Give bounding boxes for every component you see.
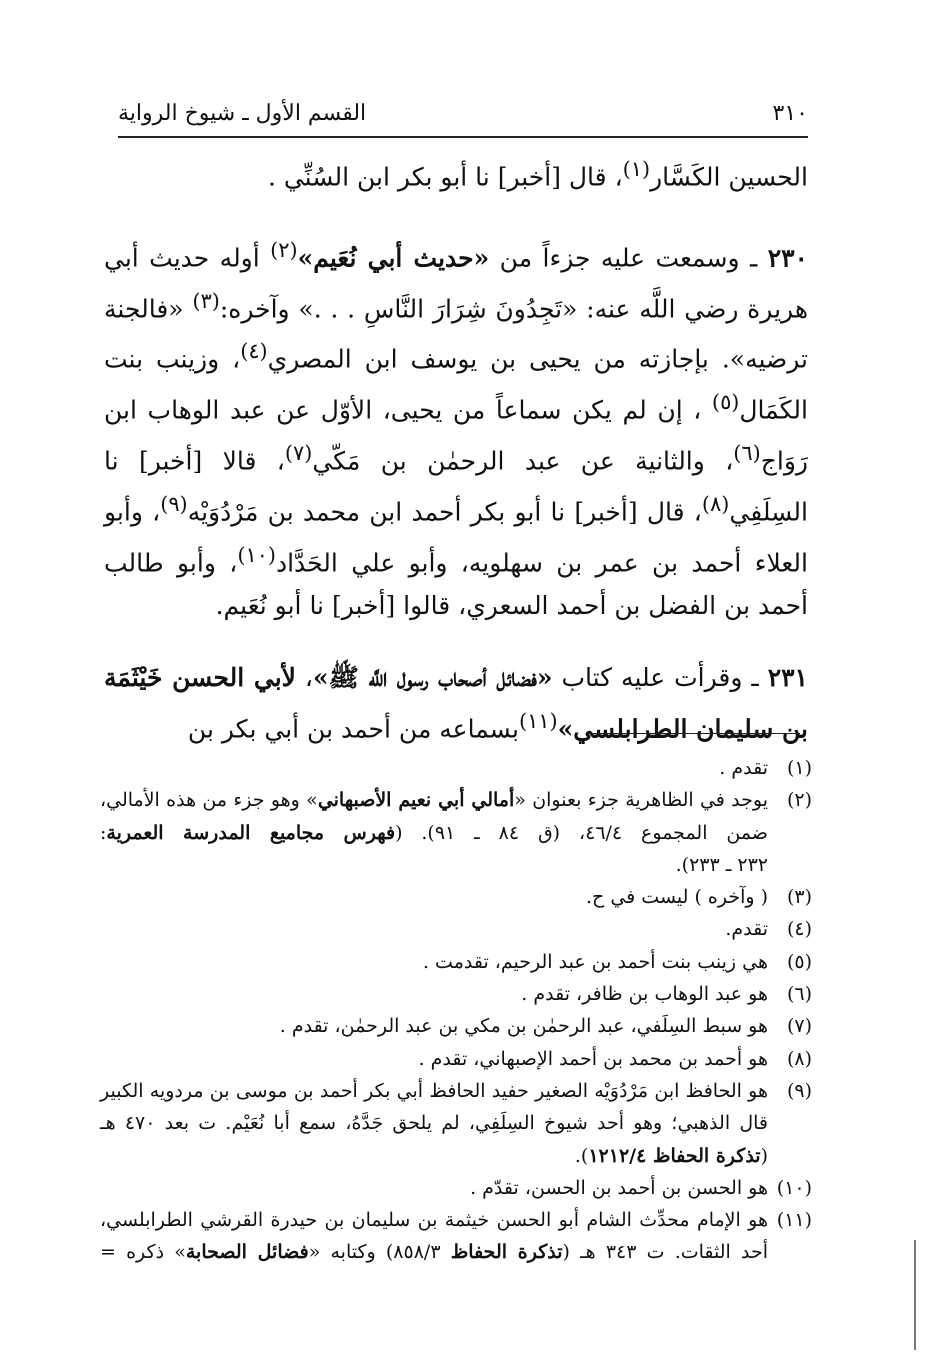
text-run: هو أحمد بن محمد بن أحمد الإصبهاني، تقدم . — [418, 1047, 768, 1070]
footnote-ref: (١) — [622, 157, 651, 181]
footnote-text — [100, 752, 768, 784]
text-run: أحد الثقات. ت ٣٤٣ هـ ( — [562, 1241, 768, 1264]
text-run: ضمن المجموع ٤٦/٤، (ق ٨٤ ـ ٩١). ( — [395, 821, 768, 844]
footnote-ref: (٨) — [701, 491, 730, 516]
footnote-ref: (٩) — [160, 491, 188, 516]
footnote-ref: (٧) — [284, 441, 313, 466]
footnote-item — [100, 978, 812, 1010]
footnote-number: (٦) — [786, 983, 812, 1006]
text-run: ٢٣٢ ـ ٢٣٣). — [675, 853, 768, 876]
section-title: القسم الأول ـ شيوخ الرواية — [118, 101, 367, 126]
text-run: هو عبد الوهاب بن ظافر، تقدم . — [521, 983, 768, 1006]
footnote-text — [100, 1204, 768, 1269]
footnote-item — [100, 1172, 812, 1204]
footnote-line — [100, 817, 768, 849]
footnote-ref: (٢) — [270, 237, 298, 262]
footnote-line — [100, 1172, 768, 1204]
entry-number: ٢٣٠ — [767, 243, 808, 273]
footnote-line — [100, 1043, 768, 1075]
running-header — [118, 86, 808, 126]
footnote-item — [100, 1010, 812, 1042]
footnote-line — [100, 1236, 768, 1268]
work-title: «فضائل أصحاب رسول اللَّه ﷺ» — [312, 663, 553, 693]
footnote-line — [100, 1140, 768, 1172]
paragraph-continuation — [104, 148, 808, 199]
footnote-item — [100, 1075, 812, 1172]
text-run: ، قال [أخبر] نا أبو بكر أحمد ابن محمد بن مَرْدُوَيْه — [187, 497, 702, 527]
footnote-ref: (١٠) — [237, 542, 276, 567]
footnote-line — [100, 1204, 768, 1236]
text-run: ٨٥٨/٣) وكتابه « — [308, 1241, 451, 1264]
reference-title: أمالي أبي نعيم الأصبهاني — [317, 789, 515, 812]
text-run: هو الحافظ ابن مَرْدُوَيْه الصغير حفيد الحافظ أبي بكر أحمد بن موسى بن مردويه الكبير — [100, 1079, 768, 1102]
paragraph-231 — [104, 657, 808, 750]
footnote-item — [100, 946, 812, 978]
footnote-text — [100, 946, 768, 978]
footnote-text — [100, 1075, 768, 1172]
text-run: بسماعه من أحمد بن أبي بكر بن — [187, 713, 519, 743]
footnote-line — [100, 946, 768, 978]
footnote-item — [100, 881, 812, 913]
footnote-number: (٥) — [786, 950, 812, 973]
footnote-number: (٨) — [786, 1047, 812, 1070]
text-run: ، وأبو طالب أحمد بن الفضل بن أحمد السعري، قالوا [أخبر] نا أبو نُعَيم. — [104, 548, 808, 620]
footnote-text — [100, 978, 768, 1010]
text-run: يوجد في الظاهرية جزء بعنوان « — [514, 789, 769, 812]
footnote-separator — [590, 733, 800, 734]
footnote-text — [100, 1043, 768, 1075]
text-run: قال الذهبي؛ وهو أحد شيوخ السِلَفِي، لم يلحق جَدَّهُ، سمع أبا نُعَيْم. ت بعد ٤٧٠ هـ — [100, 1112, 768, 1135]
footnote-item — [100, 752, 812, 784]
text-run: ، قالا [أخبر] نا السِلَفِي — [104, 446, 808, 527]
footnote-item — [100, 1204, 812, 1269]
text-run: ، وزينب بنت الكَمَال — [104, 344, 808, 425]
footnote-text — [100, 784, 768, 881]
footnote-number: (٧) — [786, 1015, 812, 1038]
footnote-ref: (٤) — [240, 339, 268, 364]
footnote-ref: (٦) — [733, 441, 761, 466]
footnote-line — [100, 1010, 768, 1042]
text-run: الحسين الكَسَّار — [650, 162, 808, 192]
work-title: «حديث أبي نُعَيم» — [297, 243, 490, 273]
text-run: تقدم. — [725, 918, 768, 941]
text-run: » وهو جزء من هذه الأمالي، — [100, 789, 318, 812]
footnote-ref: (١١) — [518, 708, 558, 733]
footnote-text — [100, 1010, 768, 1042]
reference-title: فضائل الصحابة — [185, 1241, 309, 1264]
footnote-line — [100, 1075, 768, 1107]
text-run: ـ وسمعت عليه جزءاً من — [489, 243, 768, 273]
footnote-line — [100, 1107, 768, 1139]
footnote-text — [100, 881, 768, 913]
text-run: ( وآخره ) ليست في ح. — [585, 886, 768, 909]
text-run: ، وأبو العلاء أحمد بن عمر بن سهلويه، وأبو علي الحَدَّاد — [104, 497, 808, 578]
text-run: ، والثانية عن عبد الرحمٰن بن مَكّي — [312, 446, 734, 476]
author-name: لأبي الحسن خَيْثَمَة بن سليمان الطرابلسي» — [104, 663, 808, 743]
footnote-line — [100, 913, 768, 945]
main-text — [104, 148, 808, 750]
text-run: ـ وقرأت عليه كتاب — [552, 663, 768, 693]
text-run: هي زينب بنت أحمد بن عبد الرحيم، تقدمت . — [422, 950, 768, 973]
footnote-text — [100, 913, 768, 945]
footnote-number: (١٠) — [776, 1176, 812, 1199]
footnotes — [100, 752, 812, 1269]
text-run: ). — [574, 1144, 589, 1167]
footnote-number: (٣) — [786, 886, 812, 909]
footnote-text — [100, 1172, 768, 1204]
text-run: ، قال [أخبر] نا أبو بكر ابن السُنِّي . — [267, 162, 623, 192]
footnote-number: (٢) — [786, 789, 812, 812]
scan-margin-mark — [914, 1240, 916, 1350]
footnote-number: (٩) — [786, 1079, 812, 1102]
reference-title: فهرس مجاميع المدرسة العمرية — [106, 821, 396, 844]
footnote-line — [100, 978, 768, 1010]
reference-title: تذكرة الحفاظ — [450, 1241, 563, 1264]
footnote-line — [100, 849, 768, 881]
footnote-number: (١١) — [776, 1209, 812, 1232]
text-run: ، إن لم يكن سماعاً من يحيى، الأوّل عن عبد الوهاب ابن رَوَاج — [104, 395, 808, 476]
text-run: ، — [295, 663, 313, 693]
paragraph-230 — [104, 229, 808, 627]
text-run: «فالجنة ترضيه». بإجازته من يحيى بن يوسف ابن المصري — [104, 293, 808, 374]
footnote-ref: (٥) — [711, 390, 740, 415]
footnote-item — [100, 784, 812, 881]
footnote-line — [100, 881, 768, 913]
text-run: هو الحسن بن أحمد بن الحسن، تقدّم . — [470, 1176, 768, 1199]
footnote-item — [100, 913, 812, 945]
footnote-line — [100, 784, 768, 816]
text-run: ( — [760, 1144, 768, 1167]
footnote-number: (١) — [786, 757, 812, 779]
text-run: أوله حديث أبي هريرة رضي اللَّه عنه: «تَجِدُونَ شِرَارَ النَّاسِ . . .» وآخره: — [104, 243, 809, 323]
page-number: ٣١٠ — [772, 101, 808, 126]
reference-title: تذكرة الحفاظ ١٢١٢/٤ — [588, 1144, 761, 1167]
entry-number: ٢٣١ — [767, 663, 808, 693]
text-run: هو سبط السِلَفي، عبد الرحمٰن بن مكي بن عبد الرحمٰن، تقدم . — [279, 1015, 768, 1038]
footnote-line — [100, 752, 768, 784]
header-rule — [118, 136, 808, 138]
text-run: : — [100, 821, 107, 844]
footnote-number: (٤) — [786, 918, 812, 941]
text-run: » ذكره = — [100, 1241, 186, 1264]
text-run: هو الإمام محدِّث الشام أبو الحسن خيثمة بن سليمان بن حيدرة القرشي الطرابلسي، — [100, 1209, 768, 1232]
footnote-ref: (٣) — [192, 288, 220, 313]
footnote-item — [100, 1043, 812, 1075]
text-run: تقدم . — [719, 757, 768, 779]
